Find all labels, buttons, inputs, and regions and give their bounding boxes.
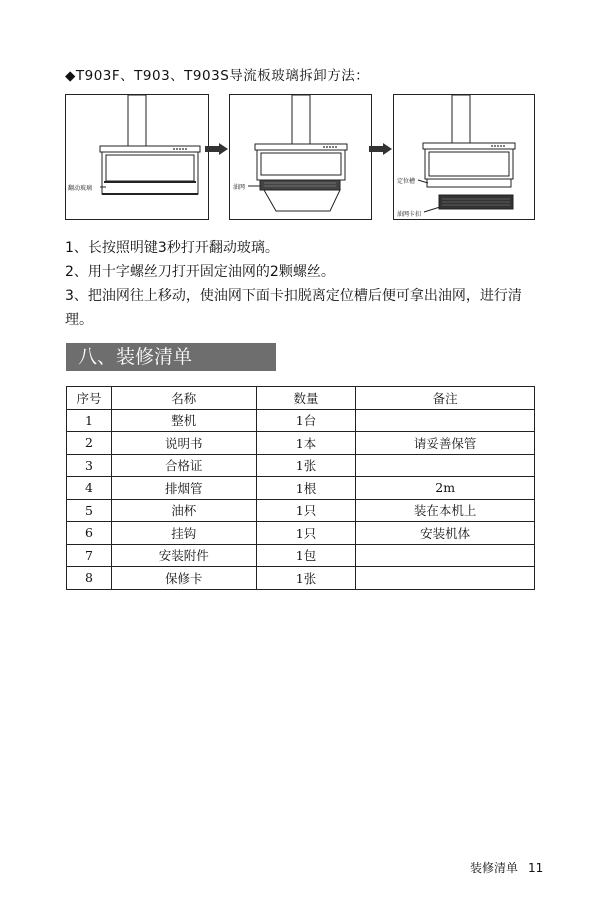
arrow-right-icon bbox=[369, 140, 393, 159]
cell: 4 bbox=[67, 477, 112, 500]
cell: 请妥善保管 bbox=[356, 432, 535, 455]
figure2-label: 油网 bbox=[233, 184, 246, 191]
cell: 安装机体 bbox=[356, 522, 535, 545]
header-cell: 备注 bbox=[356, 387, 535, 410]
cell: 1张 bbox=[256, 454, 356, 477]
table-row bbox=[67, 477, 535, 500]
cell: 8 bbox=[67, 567, 112, 590]
figure-oil-net-screws bbox=[229, 94, 372, 220]
cell: 装在本机上 bbox=[356, 499, 535, 522]
cell: 2 bbox=[67, 432, 112, 455]
cell: 合格证 bbox=[111, 454, 256, 477]
table-row bbox=[67, 454, 535, 477]
cell: 1根 bbox=[256, 477, 356, 500]
table-header-row bbox=[67, 387, 535, 410]
cell: 2m bbox=[356, 477, 535, 500]
page-footer bbox=[470, 859, 543, 876]
packing-list-table bbox=[66, 386, 535, 590]
figure3-label-bottom: 油网卡扣 bbox=[397, 211, 422, 218]
cell: 安装附件 bbox=[111, 544, 256, 567]
cell: 7 bbox=[67, 544, 112, 567]
cell: 挂钩 bbox=[111, 522, 256, 545]
figure3-label-top: 定位槽 bbox=[397, 178, 416, 185]
table-row bbox=[67, 544, 535, 567]
cell: 说明书 bbox=[111, 432, 256, 455]
header-cell: 名称 bbox=[111, 387, 256, 410]
figure1-label: 翻动玻璃 bbox=[68, 185, 93, 192]
cell: 1本 bbox=[256, 432, 356, 455]
figure-glass-flip bbox=[65, 94, 209, 220]
cell: 整机 bbox=[111, 409, 256, 432]
cell bbox=[356, 544, 535, 567]
cell: 1只 bbox=[256, 522, 356, 545]
cell bbox=[356, 409, 535, 432]
figure-oil-net-removal bbox=[393, 94, 535, 220]
cell: 5 bbox=[67, 499, 112, 522]
cell bbox=[356, 567, 535, 590]
cell: 1只 bbox=[256, 499, 356, 522]
header-cell: 数量 bbox=[256, 387, 356, 410]
table-row bbox=[67, 567, 535, 590]
table-row bbox=[67, 499, 535, 522]
footer-title: 装修清单 bbox=[470, 861, 519, 875]
cell: 1张 bbox=[256, 567, 356, 590]
cell: 1包 bbox=[256, 544, 356, 567]
instruction-steps bbox=[65, 236, 545, 332]
cell: 1台 bbox=[256, 409, 356, 432]
cell: 6 bbox=[67, 522, 112, 545]
cell: 油杯 bbox=[111, 499, 256, 522]
table-row bbox=[67, 522, 535, 545]
cell: 排烟管 bbox=[111, 477, 256, 500]
step-item: 3、把油网往上移动，使油网下面卡扣脱离定位槽后便可拿出油网，进行清理。 bbox=[65, 288, 522, 328]
cell: 3 bbox=[67, 454, 112, 477]
cell: 1 bbox=[67, 409, 112, 432]
cell: 保修卡 bbox=[111, 567, 256, 590]
arrow-right-icon bbox=[205, 140, 229, 159]
page-heading: ◆T903F、T903、T903S导流板玻璃拆卸方法： bbox=[65, 68, 370, 84]
table-row bbox=[67, 409, 535, 432]
header-cell: 序号 bbox=[67, 387, 112, 410]
section-title: 八、装修清单 bbox=[66, 343, 276, 371]
table-row bbox=[67, 432, 535, 455]
cell bbox=[356, 454, 535, 477]
step-item: 2、用十字螺丝刀打开固定油网的2颗螺丝。 bbox=[65, 264, 335, 280]
step-item: 1、长按照明键3秒打开翻动玻璃。 bbox=[65, 240, 279, 256]
page-number: 11 bbox=[528, 861, 544, 875]
